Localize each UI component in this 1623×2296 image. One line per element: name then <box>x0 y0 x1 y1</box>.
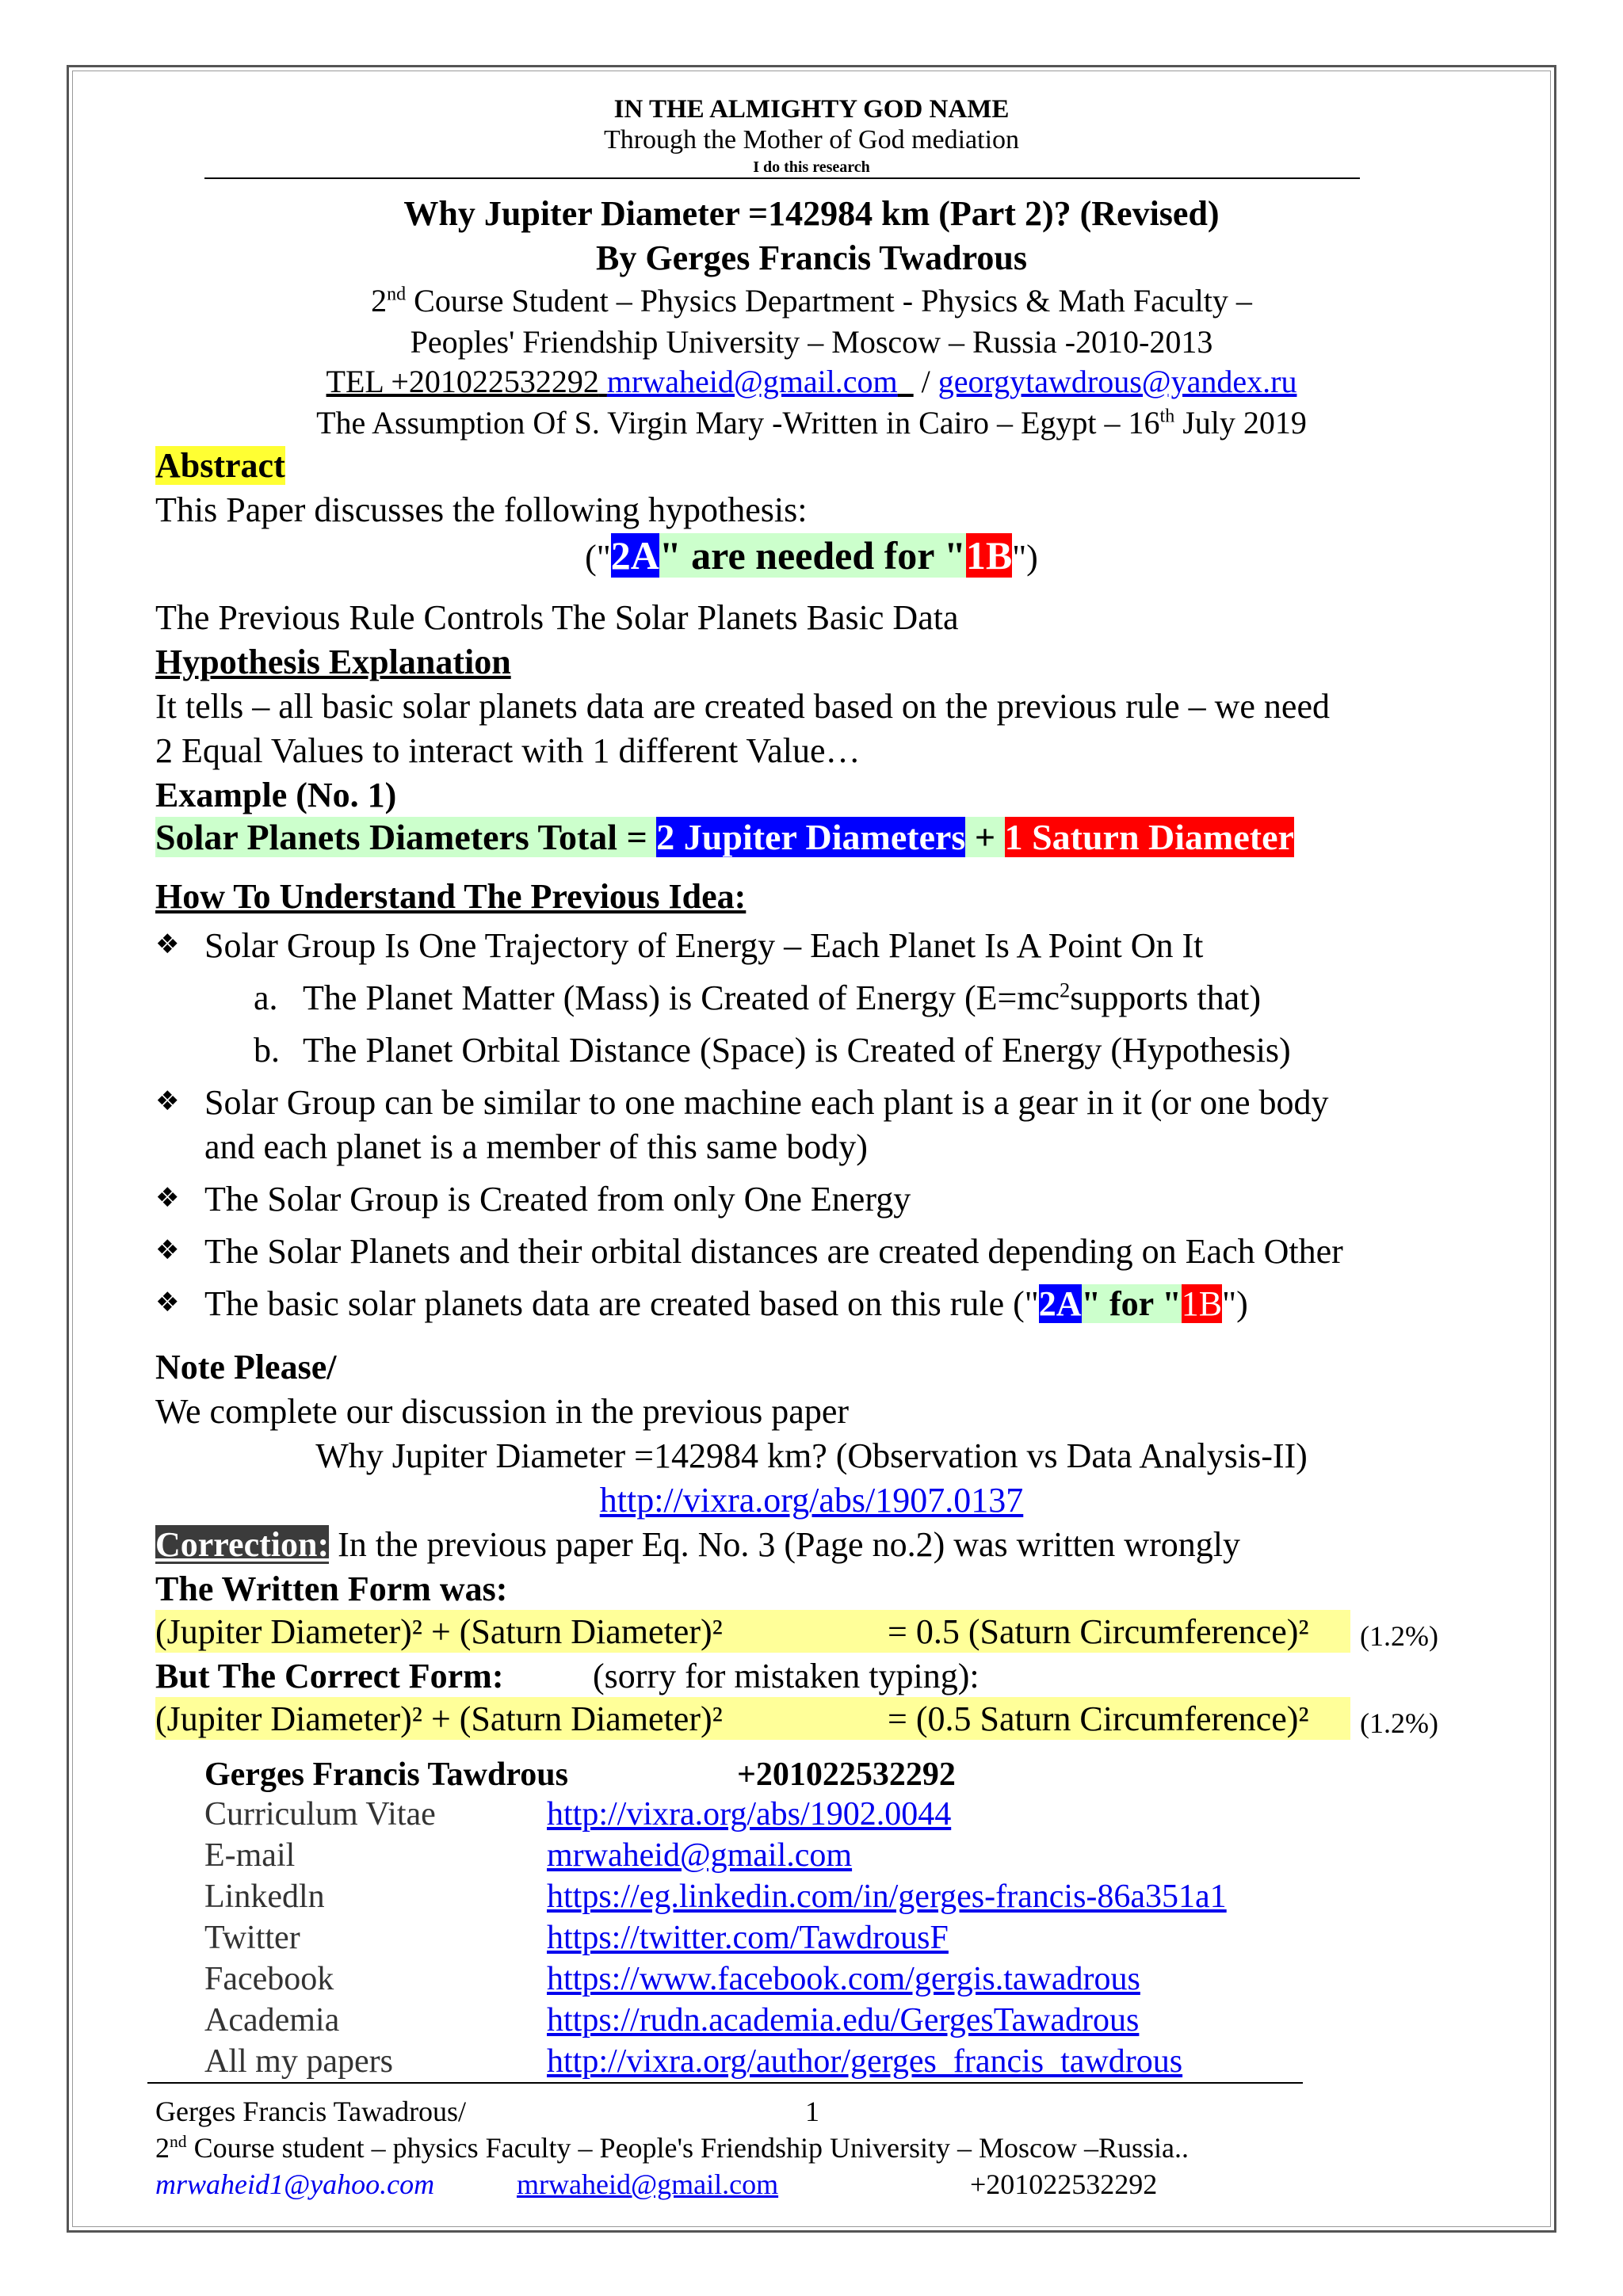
equation-2-left: (Jupiter Diameter)² + (Saturn Diameter)² <box>155 1699 723 1738</box>
note-line-2: Why Jupiter Diameter =142984 km? (Observation vs Data Analysis-II) <box>315 1436 1308 1475</box>
equation-1-percent: (1.2%) <box>1360 1620 1438 1652</box>
tel: TEL +201022532292 <box>326 364 599 399</box>
footer-email-yahoo[interactable]: mrwaheid1@yahoo.com <box>155 2168 435 2200</box>
affiliation-line-2: Peoples' Friendship University – Moscow – Russia -2010-2013 <box>410 324 1213 360</box>
header-line-1: IN THE ALMIGHTY GOD NAME <box>613 95 1010 124</box>
bullet-1: Solar Group Is One Trajectory of Energy – Each Planet Is A Point On It <box>204 926 1204 965</box>
correction-line: Correction: In the previous paper Eq. No. 3 (Page no.2) was written wrongly <box>155 1525 1240 1564</box>
contact-link-facebook[interactable]: https://www.facebook.com/gergis.tawadrous <box>547 1961 1140 1997</box>
contact-name: Gerges Francis Tawdrous <box>204 1756 568 1793</box>
contact-link-linkedin[interactable]: https://eg.linkedin.com/in/gerges-francis-86a351a1 <box>547 1878 1227 1915</box>
equation-1-right: = 0.5 (Saturn Circumference)² <box>888 1612 1309 1651</box>
header-line-2: Through the Mother of God mediation <box>603 125 1020 154</box>
bullet-1b-label: b. <box>254 1031 280 1070</box>
date-line: The Assumption Of S. Virgin Mary -Written in Cairo – Egypt – 16th July 2019 <box>316 405 1307 441</box>
bullet-2-line-2: and each planet is a member of this same body) <box>204 1127 868 1166</box>
bullet-icon: ❖ <box>155 1234 180 1266</box>
abstract-heading: Abstract <box>155 446 285 485</box>
note-link <box>0 1480 1623 1520</box>
contact-label-linkedin: Linkedln <box>204 1878 325 1915</box>
bullet-1b: The Planet Orbital Distance (Space) is Created of Energy (Hypothesis) <box>303 1031 1291 1070</box>
written-form-heading: The Written Form was: <box>155 1569 508 1608</box>
previous-paper-link[interactable]: http://vixra.org/abs/1907.0137 <box>599 1481 1024 1520</box>
affiliation-line-1: 2nd Course Student – Physics Department - Physics & Math Faculty – <box>371 283 1252 318</box>
bullet-5: The basic solar planets data are created based on this rule ("2A" for "1B") <box>204 1284 1248 1323</box>
understand-heading: How To Understand The Previous Idea: <box>155 877 747 916</box>
explanation-line-1: It tells – all basic solar planets data are created based on the previous rule – we need <box>155 687 1330 726</box>
contact-link-twitter[interactable]: https://twitter.com/TawdrousF <box>547 1920 949 1956</box>
abstract-rule: The Previous Rule Controls The Solar Planets Basic Data <box>155 598 959 637</box>
footer-phone: +201022532292 <box>970 2168 1158 2200</box>
footer-page-number: 1 <box>805 2096 819 2127</box>
paper-author: By Gerges Francis Twadrous <box>596 238 1027 277</box>
example-heading: Example (No. 1) <box>155 776 397 814</box>
paper-title: Why Jupiter Diameter =142984 km (Part 2)? (Revised) <box>403 194 1220 233</box>
explanation-heading: Hypothesis Explanation <box>155 643 511 681</box>
footer-divider <box>147 2082 1303 2084</box>
footer-line-2: 2nd Course student – physics Faculty – People's Friendship University – Moscow –Russia.. <box>155 2132 1190 2164</box>
bullet-icon: ❖ <box>155 1287 180 1318</box>
note-heading: Note Please/ <box>155 1348 337 1386</box>
bullet-icon: ❖ <box>155 1085 180 1117</box>
bullet-icon: ❖ <box>155 929 180 960</box>
abstract-intro: This Paper discusses the following hypothesis: <box>155 490 808 529</box>
contact-label-twitter: Twitter <box>204 1920 300 1956</box>
correct-form-note: (sorry for mistaken typing): <box>593 1657 980 1695</box>
contact-label-papers: All my papers <box>204 2043 393 2080</box>
email-link-2[interactable]: georgytawdrous@yandex.ru <box>938 364 1297 399</box>
header-divider <box>204 177 1360 179</box>
bullet-1a-label: a. <box>254 978 278 1017</box>
contact-link-academia[interactable]: https://rudn.academia.edu/GergesTawadrous <box>547 2002 1140 2039</box>
note-line-1: We complete our discussion in the previous paper <box>155 1392 850 1431</box>
contact-link-cv[interactable]: http://vixra.org/abs/1902.0044 <box>547 1796 952 1833</box>
footer-email-gmail[interactable]: mrwaheid@gmail.com <box>517 2168 779 2200</box>
example-equation: Solar Planets Diameters Total = 2 Jupiter Diameters + 1 Saturn Diameter <box>155 817 1294 857</box>
bullet-icon: ❖ <box>155 1182 180 1214</box>
footer-author: Gerges Francis Tawadrous/ <box>155 2096 467 2127</box>
header-line-3: I do this research <box>753 158 870 176</box>
contact-label-facebook: Facebook <box>204 1961 334 1997</box>
contact-link-email[interactable]: mrwaheid@gmail.com <box>547 1837 853 1874</box>
correct-form-heading: But The Correct Form: <box>155 1657 504 1695</box>
contact-line: TEL +201022532292 mrwaheid@gmail.com / georgytawdrous@yandex.ru <box>326 364 1297 399</box>
equation-1-left: (Jupiter Diameter)² + (Saturn Diameter)² <box>155 1612 723 1651</box>
hypothesis-2a: 2A <box>610 533 659 578</box>
bullet-2-line-1: Solar Group can be similar to one machine each plant is a gear in it (or one body <box>204 1083 1329 1122</box>
contact-label-email: E-mail <box>204 1837 296 1874</box>
correction-label: Correction: <box>155 1525 330 1564</box>
contact-link-papers[interactable]: http://vixra.org/author/gerges_francis_tawdrous <box>547 2043 1183 2080</box>
bullet-4: The Solar Planets and their orbital distances are created depending on Each Other <box>204 1232 1343 1271</box>
explanation-line-2: 2 Equal Values to interact with 1 different Value… <box>155 731 861 770</box>
equation-2-percent: (1.2%) <box>1360 1707 1438 1739</box>
bullet-1a: The Planet Matter (Mass) is Created of Energy ($E=mc^2supports$ that) <box>303 978 1262 1017</box>
contact-label-academia: Academia <box>204 2002 340 2039</box>
equation-2-right: = (0.5 Saturn Circumference)² <box>888 1699 1309 1738</box>
email-link-1[interactable]: mrwaheid@gmail.com <box>606 364 898 399</box>
contact-phone: +201022532292 <box>737 1756 956 1793</box>
contact-label-cv: Curriculum Vitae <box>204 1796 436 1833</box>
hypothesis-1b: 1B <box>965 533 1013 578</box>
bullet-3: The Solar Group is Created from only One Energy <box>204 1180 911 1219</box>
hypothesis-statement: ("2A" are needed for "1B") <box>585 533 1038 578</box>
